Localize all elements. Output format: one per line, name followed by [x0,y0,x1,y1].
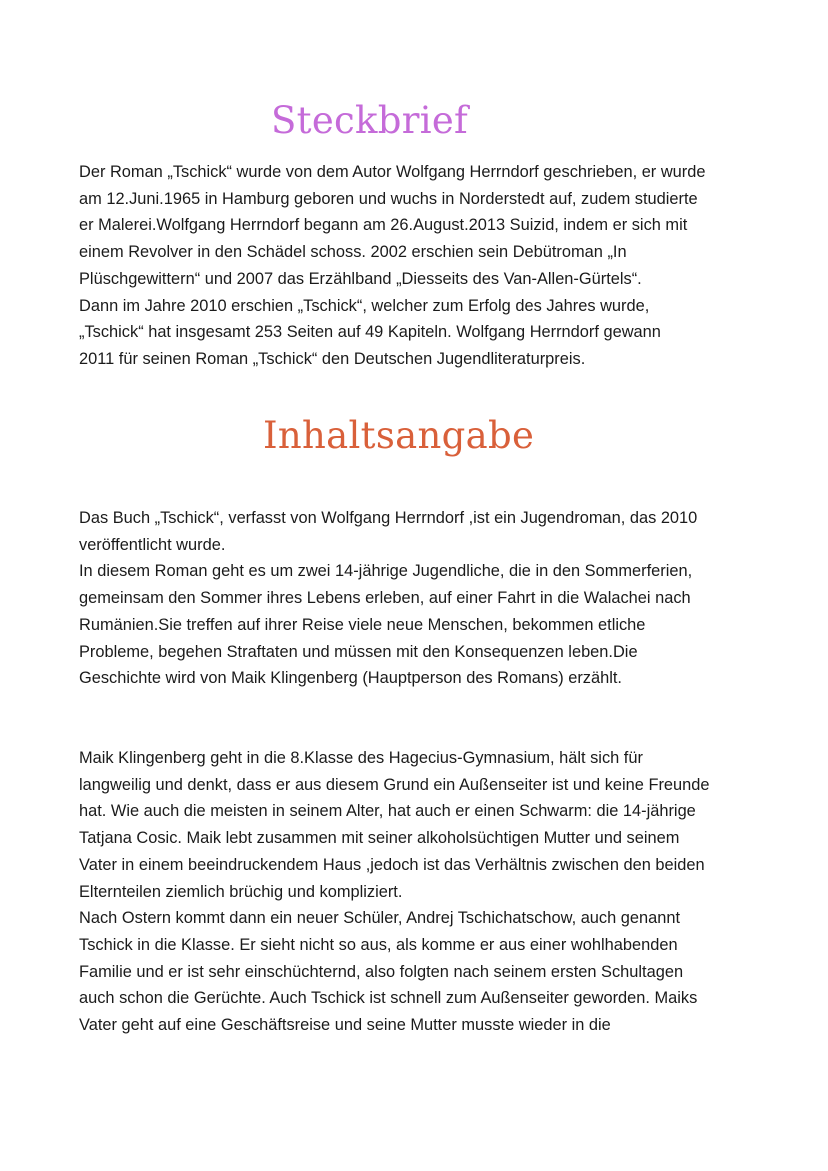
text-line: Nach Ostern kommt dann ein neuer Schüler, Andrej Tschichatschow, auch genannt [79,909,681,928]
text-line: Probleme, begehen Straftaten und müssen mit den Konsequenzen leben.Die [79,642,638,661]
steckbrief-heading: Steckbrief [271,99,469,142]
text-line: Geschichte wird von Maik Klingenberg (Hauptperson des Romans) erzählt. [79,669,622,688]
inhaltsangabe-paragraph-2 [79,745,779,1039]
text-line: Der Roman „Tschick“ wurde von dem Autor Wolfgang Herrndorf geschrieben, er wurde [79,163,706,181]
inhaltsangabe-heading: Inhaltsangabe [263,414,535,457]
text-line: Vater in einem beeindruckendem Haus ,jedoch ist das Verhältnis zwischen den beiden [79,855,705,874]
text-line: Elternteilen ziemlich brüchig und kompliziert. [79,882,403,901]
text-line: am 12.Juni.1965 in Hamburg geboren und wuchs in Norderstedt auf, zudem studierte [79,189,698,208]
text-line: „Tschick“ hat insgesamt 253 Seiten auf 49 Kapiteln. Wolfgang Herrndorf gewann [79,323,661,342]
text-line: auch schon die Gerüchte. Auch Tschick ist schnell zum Außenseiter geworden. Maiks [79,989,698,1008]
text-line: Rumänien.Sie treffen auf ihrer Reise viele neue Menschen, bekommen etliche [79,615,646,634]
inhaltsangabe-paragraph-1 [79,505,779,692]
text-line: er Malerei.Wolfgang Herrndorf begann am 26.August.2013 Suizid, indem er sich mit [79,216,688,235]
text-line: 2011 für seinen Roman „Tschick“ den Deutschen Jugendliteraturpreis. [79,349,586,368]
text-line: Maik Klingenberg geht in die 8.Klasse des Hagecius-Gymnasium, hält sich für [79,749,643,767]
steckbrief-paragraph [79,159,779,373]
text-line: hat. Wie auch die meisten in seinem Alter, hat auch er einen Schwarm: die 14-jährige [79,802,696,821]
text-line: veröffentlicht wurde. [79,535,226,554]
text-line: Vater geht auf eine Geschäftsreise und seine Mutter musste wieder in die [79,1016,611,1035]
text-line: Plüschgewittern“ und 2007 das Erzählband „Diesseits des Van-Allen-Gürtels“. [79,269,642,288]
text-line: Tschick in die Klasse. Er sieht nicht so aus, als komme er aus einer wohlhabenden [79,935,678,954]
text-line: Das Buch „Tschick“, verfasst von Wolfgang Herrndorf ,ist ein Jugendroman, das 2010 [79,509,698,527]
text-line: In diesem Roman geht es um zwei 14-jährige Jugendliche, die in den Sommerferien, [79,562,693,581]
text-line: Dann im Jahre 2010 erschien „Tschick“, welcher zum Erfolg des Jahres wurde, [79,296,650,315]
text-line: Tatjana Cosic. Maik lebt zusammen mit seiner alkoholsüchtigen Mutter und seinem [79,829,680,848]
text-line: Familie und er ist sehr einschüchternd, also folgten nach seinem ersten Schultagen [79,962,684,981]
text-line: einem Revolver in den Schädel schoss. 2002 erschien sein Debütroman „In [79,243,627,262]
text-line: langweilig und denkt, dass er aus diesem Grund ein Außenseiter ist und keine Freunde [79,775,710,794]
text-line: gemeinsam den Sommer ihres Lebens erleben, auf einer Fahrt in die Walachei nach [79,589,691,608]
